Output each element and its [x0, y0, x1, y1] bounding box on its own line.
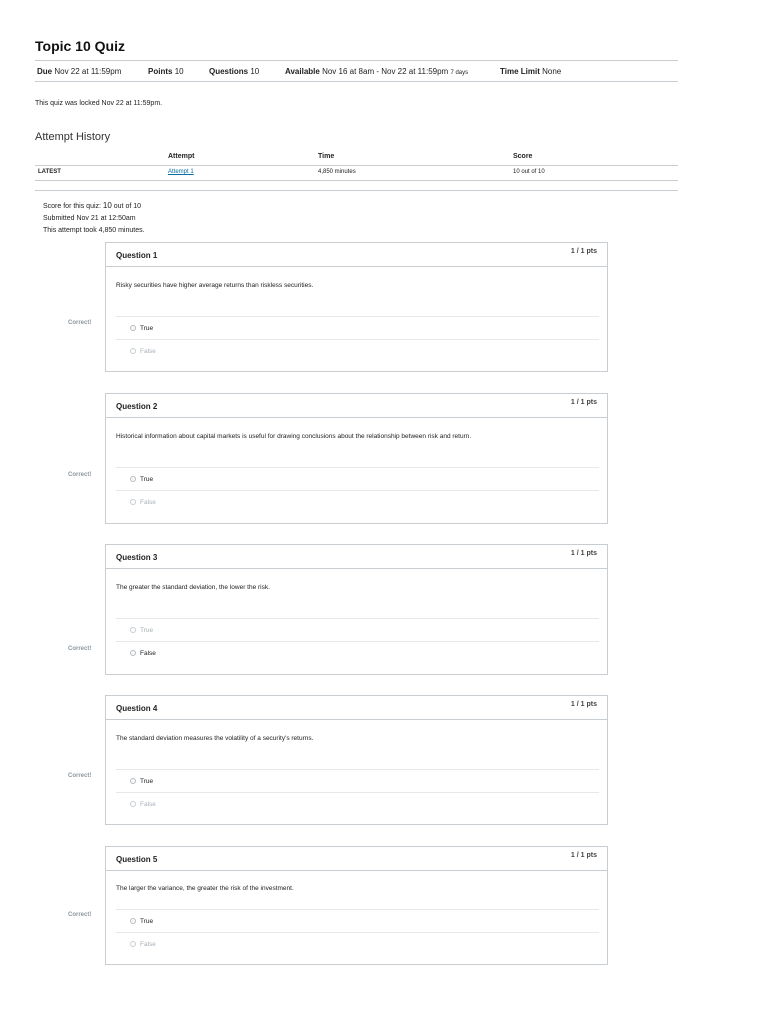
quiz-details-bar	[35, 60, 678, 82]
question-card	[105, 242, 608, 372]
question-points: 1 / 1 pts	[570, 852, 597, 859]
attempt-score: 10 out of 10	[513, 169, 545, 175]
question-points: 1 / 1 pts	[570, 550, 597, 557]
score-line: Score for this quiz: 10 out of 10	[43, 201, 142, 210]
answer-label: True	[140, 476, 154, 483]
question-text: Risky securities have higher average returns than riskless securities.	[116, 282, 314, 289]
correct-indicator: Correct!	[68, 646, 92, 652]
duration-line: This attempt took 4,850 minutes.	[43, 227, 145, 234]
answer-label: False	[140, 941, 156, 948]
answer-option[interactable]	[116, 618, 599, 640]
answer-option[interactable]	[116, 490, 599, 512]
radio-unselected-icon[interactable]	[130, 941, 136, 947]
correct-indicator: Correct!	[68, 472, 92, 478]
attempt-summary	[43, 200, 145, 237]
answer-label: False	[140, 650, 156, 657]
answer-option[interactable]	[116, 792, 599, 814]
answer-label: True	[140, 918, 154, 925]
attempt-link[interactable]: Attempt 1	[168, 169, 194, 175]
radio-selected-icon[interactable]	[130, 325, 136, 331]
answer-label: False	[140, 801, 156, 808]
answer-option[interactable]	[116, 316, 599, 338]
divider	[35, 180, 678, 181]
correct-indicator: Correct!	[68, 912, 92, 918]
correct-indicator: Correct!	[68, 773, 92, 779]
submitted-line: Submitted Nov 21 at 12:50am	[43, 215, 136, 222]
answer-label: False	[140, 499, 156, 506]
radio-selected-icon[interactable]	[130, 476, 136, 482]
latest-label: LATEST	[38, 169, 61, 175]
time-limit-info: Time Limit None	[500, 67, 562, 76]
question-card	[105, 846, 608, 965]
answer-option[interactable]	[116, 467, 599, 489]
radio-selected-icon[interactable]	[130, 778, 136, 784]
questions-info: Questions 10	[209, 67, 260, 76]
question-card	[105, 393, 608, 524]
radio-unselected-icon[interactable]	[130, 499, 136, 505]
locked-message: This quiz was locked Nov 22 at 11:59pm.	[35, 100, 163, 107]
points-info: Points 10	[148, 67, 184, 76]
question-card	[105, 544, 608, 675]
question-text: The larger the variance, the greater the risk of the investment.	[116, 885, 294, 892]
question-points: 1 / 1 pts	[570, 701, 597, 708]
answer-label: True	[140, 627, 154, 634]
quiz-title: Topic 10 Quiz	[35, 38, 125, 54]
question-header	[106, 545, 607, 569]
question-title: Question 1	[116, 251, 158, 260]
question-header	[106, 394, 607, 418]
column-header-score: Score	[513, 153, 533, 160]
answer-option[interactable]	[116, 909, 599, 931]
attempt-history-title: Attempt History	[35, 131, 111, 143]
question-header	[106, 243, 607, 267]
column-header-time: Time	[318, 153, 335, 160]
question-title: Question 3	[116, 553, 158, 562]
divider	[35, 165, 678, 166]
question-text: Historical information about capital markets is useful for drawing conclusions about the relationship between risk and return.	[116, 433, 472, 440]
question-header	[106, 696, 607, 720]
answer-option[interactable]	[116, 769, 599, 791]
answer-option[interactable]	[116, 339, 599, 361]
radio-selected-icon[interactable]	[130, 918, 136, 924]
question-header	[106, 847, 607, 871]
answer-label: True	[140, 778, 154, 785]
question-text: The greater the standard deviation, the lower the risk.	[116, 584, 270, 591]
question-title: Question 2	[116, 402, 158, 411]
radio-unselected-icon[interactable]	[130, 627, 136, 633]
question-card	[105, 695, 608, 825]
radio-unselected-icon[interactable]	[130, 348, 136, 354]
question-title: Question 4	[116, 704, 158, 713]
due-info: Due Nov 22 at 11:59pm	[37, 67, 122, 76]
question-text: The standard deviation measures the volatility of a security's returns.	[116, 735, 314, 742]
available-info: Available Nov 16 at 8am - Nov 22 at 11:59pm 7 days	[285, 67, 469, 76]
radio-selected-icon[interactable]	[130, 650, 136, 656]
answer-label: True	[140, 325, 154, 332]
answer-label: False	[140, 348, 156, 355]
question-points: 1 / 1 pts	[570, 248, 597, 255]
answer-option[interactable]	[116, 641, 599, 663]
attempt-time: 4,850 minutes	[318, 169, 356, 175]
radio-unselected-icon[interactable]	[130, 801, 136, 807]
answer-option[interactable]	[116, 932, 599, 954]
correct-indicator: Correct!	[68, 320, 92, 326]
divider	[35, 190, 678, 191]
question-title: Question 5	[116, 855, 158, 864]
column-header-attempt: Attempt	[168, 153, 195, 160]
question-points: 1 / 1 pts	[570, 399, 597, 406]
